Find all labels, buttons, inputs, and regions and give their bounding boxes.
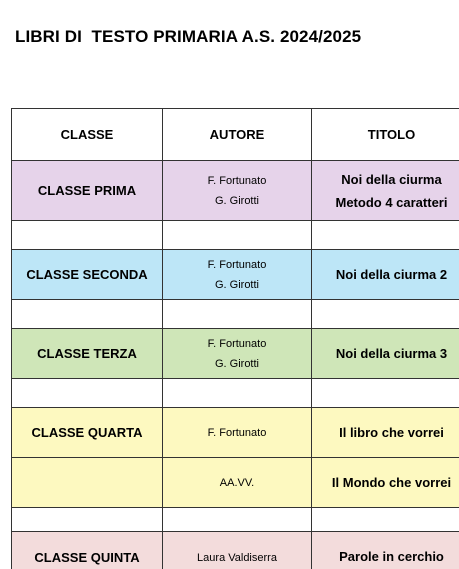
page-title: LIBRI DI TESTO PRIMARIA A.S. 2024/2025 [15, 27, 362, 46]
author-name: F. Fortunato [207, 337, 267, 350]
row-autore [163, 408, 312, 458]
table-header-row [12, 109, 459, 161]
table-row [12, 161, 459, 221]
row-autore [163, 250, 312, 300]
table-row [12, 458, 459, 508]
row-titolo [312, 408, 459, 458]
author-name: G. Girotti [214, 357, 259, 370]
row-classe [12, 458, 163, 508]
table-row [12, 408, 459, 458]
book-title: Il libro che vorrei [339, 425, 444, 440]
row-titolo [312, 532, 459, 569]
book-title: Il Mondo che vorrei [331, 475, 452, 490]
table-row [12, 250, 459, 300]
row-classe: CLASSE SECONDA [12, 250, 163, 300]
table-spacer-row [12, 508, 459, 532]
row-titolo [312, 329, 459, 379]
table-spacer-row [12, 300, 459, 329]
row-classe: CLASSE PRIMA [12, 161, 163, 221]
author-name: F. Fortunato [207, 258, 267, 271]
book-title: Metodo 4 caratteri [335, 194, 448, 210]
row-classe: CLASSE QUARTA [12, 408, 163, 458]
row-autore [163, 329, 312, 379]
header-titolo: TITOLO [312, 109, 459, 161]
table-spacer-row [12, 379, 459, 408]
table-row [12, 532, 459, 569]
table-spacer-row [12, 221, 459, 250]
author-name: F. Fortunato [207, 426, 267, 439]
author-name: G. Girotti [214, 194, 259, 207]
author-name: Laura Valdiserra [197, 552, 277, 564]
row-titolo [312, 458, 459, 508]
row-autore [163, 161, 312, 221]
table-row [12, 329, 459, 379]
author-name: G. Girotti [214, 278, 259, 291]
row-classe: CLASSE QUINTA [12, 532, 163, 569]
book-title: Noi della ciurma 3 [335, 346, 448, 361]
header-autore: AUTORE [163, 109, 312, 161]
row-classe: CLASSE TERZA [12, 329, 163, 379]
book-title: Noi della ciurma 2 [335, 267, 448, 282]
book-title: Parole in cerchio [339, 549, 444, 564]
row-titolo [312, 250, 459, 300]
textbook-table [11, 108, 459, 569]
header-classe: CLASSE [12, 109, 163, 161]
row-titolo [312, 161, 459, 221]
row-autore [163, 458, 312, 508]
row-autore [163, 532, 312, 569]
author-name: AA.VV. [219, 476, 255, 489]
book-title: Noi della ciurma [341, 171, 442, 187]
author-name: F. Fortunato [207, 174, 267, 187]
